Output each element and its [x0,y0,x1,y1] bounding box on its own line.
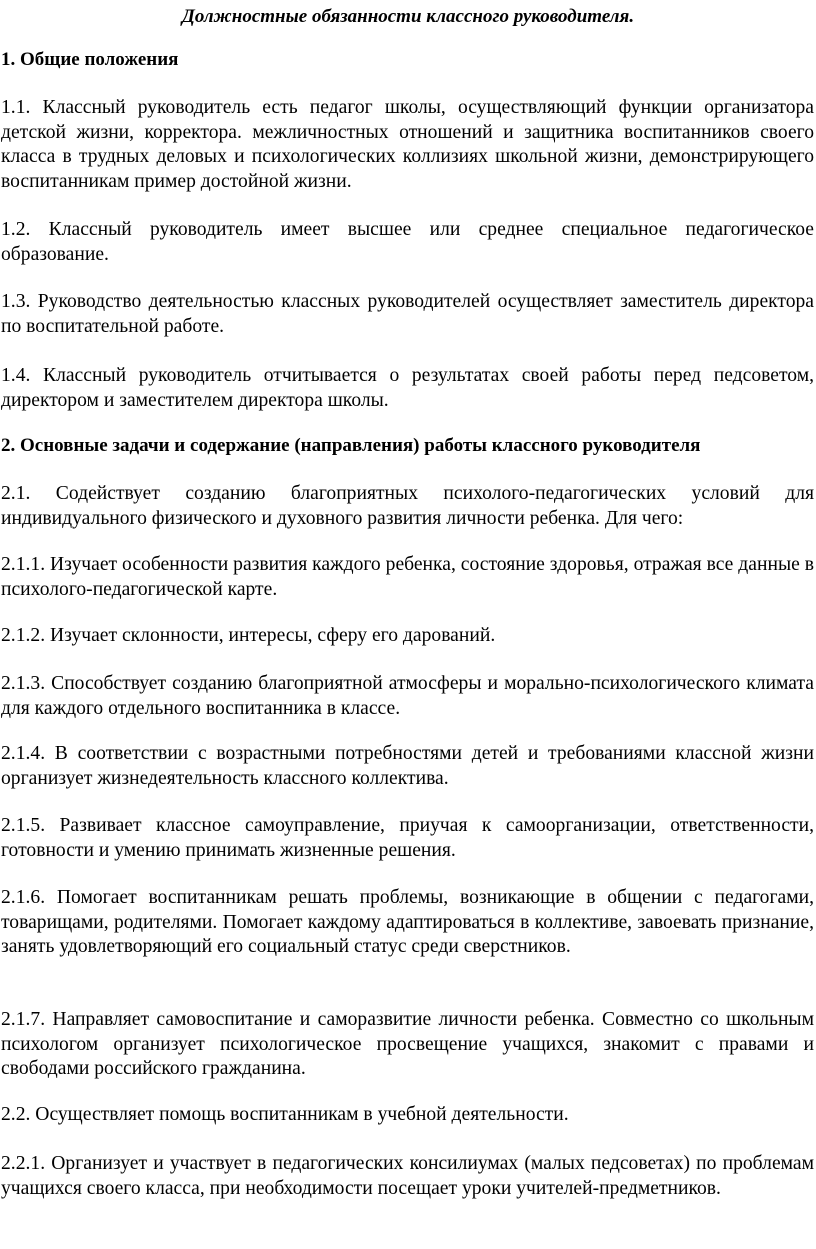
section-heading-general: 1. Общие положения [1,49,179,70]
paragraph-2-1-5: 2.1.5. Развивает классное самоуправление, приучая к самоорганизации, ответственности, готовности и умению принимать жизненные решения. [1,815,814,861]
paragraph-2-1-4: 2.1.4. В соответствии с возрастными потребностями детей и требованиями классной жизни организует жизнедеятельность классного коллектива. [1,743,814,789]
paragraph-2-1-6: 2.1.6. Помогает воспитанникам решать проблемы, возникающие в общении с педагогами, товарищами, родителями. Помогает каждому адаптироваться в коллективе, завоевать признание, занять удовлетворяющий его социальный статус среди сверстников. [1,887,814,958]
section-heading-tasks: 2. Основные задачи и содержание (направления) работы классного руководителя [1,435,701,456]
document-title: Должностные обязанности классного руководителя. [181,6,635,27]
paragraph-2-1-2: 2.1.2. Изучает склонности, интересы, сферу его дарований. [1,625,496,646]
paragraph-1-1: 1.1. Классный руководитель есть педагог школы, осуществляющий функции организатора детской жизни, корректора. межличностных отношений и защитника воспитанников своего класса в трудных деловых и психологических коллизиях школьной жизни, демонстрирующего воспитанникам пример достойной жизни. [1,97,814,192]
paragraph-2-2: 2.2. Осуществляет помощь воспитанникам в учебной деятельности. [1,1104,569,1125]
paragraph-1-4: 1.4. Классный руководитель отчитывается о результатах своей работы перед педсоветом, директором и заместителем директора школы. [1,365,814,411]
paragraph-1-3: 1.3. Руководство деятельностью классных руководителей осуществляет заместитель директора по воспитательной работе. [1,291,814,337]
paragraph-2-1-3: 2.1.3. Способствует созданию благоприятной атмосферы и морально-психологического климата для каждого отдельного воспитанника в классе. [1,673,814,719]
paragraph-2-2-1: 2.2.1. Организует и участвует в педагогических консилиумах (малых педсоветах) по проблемам учащихся своего класса, при необходимости посещает уроки учителей-предметников. [1,1153,814,1199]
paragraph-2-1: 2.1. Содействует созданию благоприятных психолого-педагогических условий для индивидуального физического и духовного развития личности ребенка. Для чего: [1,483,814,529]
paragraph-2-1-7: 2.1.7. Направляет самовоспитание и саморазвитие личности ребенка. Совместно со школьным психологом организует психологическое просвещение учащихся, знакомит с правами и свободами российского гражданина. [1,1009,814,1080]
paragraph-2-1-1: 2.1.1. Изучает особенности развития каждого ребенка, состояние здоровья, отражая все данные в психолого-педагогической карте. [1,554,814,600]
paragraph-1-2: 1.2. Классный руководитель имеет высшее или среднее специальное педагогическое образование. [1,219,814,265]
